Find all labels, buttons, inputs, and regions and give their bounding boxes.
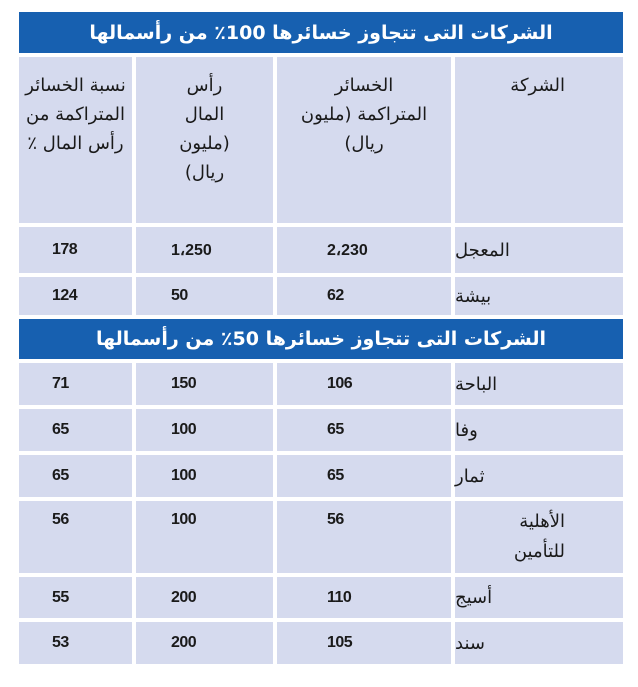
company-name: سند bbox=[455, 622, 623, 664]
capital-value: 50 bbox=[136, 277, 273, 315]
ratio-value: 71 bbox=[19, 363, 132, 405]
ratio-value: 124 bbox=[19, 277, 132, 315]
capital-value: 100 bbox=[136, 455, 273, 497]
losses-value: 2،230 bbox=[277, 227, 451, 273]
company-name: المعجل bbox=[455, 227, 623, 273]
table-row bbox=[19, 409, 623, 451]
table-row bbox=[19, 363, 623, 405]
table-row bbox=[19, 577, 623, 618]
header-row bbox=[19, 57, 623, 223]
losses-value: 65 bbox=[277, 409, 451, 451]
header-losses: الخسائر المتراكمة (مليون ريال) bbox=[277, 57, 451, 223]
table-row bbox=[19, 227, 623, 273]
table-row bbox=[19, 501, 623, 573]
header-company: الشركة bbox=[455, 57, 623, 223]
ratio-value: 55 bbox=[19, 577, 132, 618]
company-name: الباحة bbox=[455, 363, 623, 405]
ratio-value: 178 bbox=[19, 227, 132, 273]
header-ratio: نسبة الخسائر المتراكمة من رأس المال ٪ bbox=[19, 57, 132, 223]
capital-value: 200 bbox=[136, 577, 273, 618]
losses-value: 56 bbox=[277, 501, 451, 573]
section-2-title: الشركات التى تتجاوز خسائرها 50٪ من رأسمالها bbox=[19, 319, 623, 359]
table-row bbox=[19, 455, 623, 497]
capital-value: 100 bbox=[136, 501, 273, 573]
company-name: الأهلية للتأمين bbox=[455, 501, 623, 573]
header-capital: رأس المال (مليون ريال) bbox=[136, 57, 273, 223]
company-name: بيشة bbox=[455, 277, 623, 315]
losses-value: 110 bbox=[277, 577, 451, 618]
losses-value: 65 bbox=[277, 455, 451, 497]
company-name: وفا bbox=[455, 409, 623, 451]
company-name: ثمار bbox=[455, 455, 623, 497]
section-1-title: الشركات التى تتجاوز خسائرها 100٪ من رأسمالها bbox=[19, 12, 623, 53]
capital-value: 150 bbox=[136, 363, 273, 405]
capital-value: 1،250 bbox=[136, 227, 273, 273]
capital-value: 200 bbox=[136, 622, 273, 664]
losses-value: 62 bbox=[277, 277, 451, 315]
capital-value: 100 bbox=[136, 409, 273, 451]
table-row bbox=[19, 277, 623, 315]
ratio-value: 65 bbox=[19, 409, 132, 451]
table-row bbox=[19, 622, 623, 664]
losses-value: 106 bbox=[277, 363, 451, 405]
ratio-value: 65 bbox=[19, 455, 132, 497]
company-name: أسيج bbox=[455, 577, 623, 618]
losses-value: 105 bbox=[277, 622, 451, 664]
ratio-value: 53 bbox=[19, 622, 132, 664]
losses-table bbox=[19, 12, 623, 668]
ratio-value: 56 bbox=[19, 501, 132, 573]
